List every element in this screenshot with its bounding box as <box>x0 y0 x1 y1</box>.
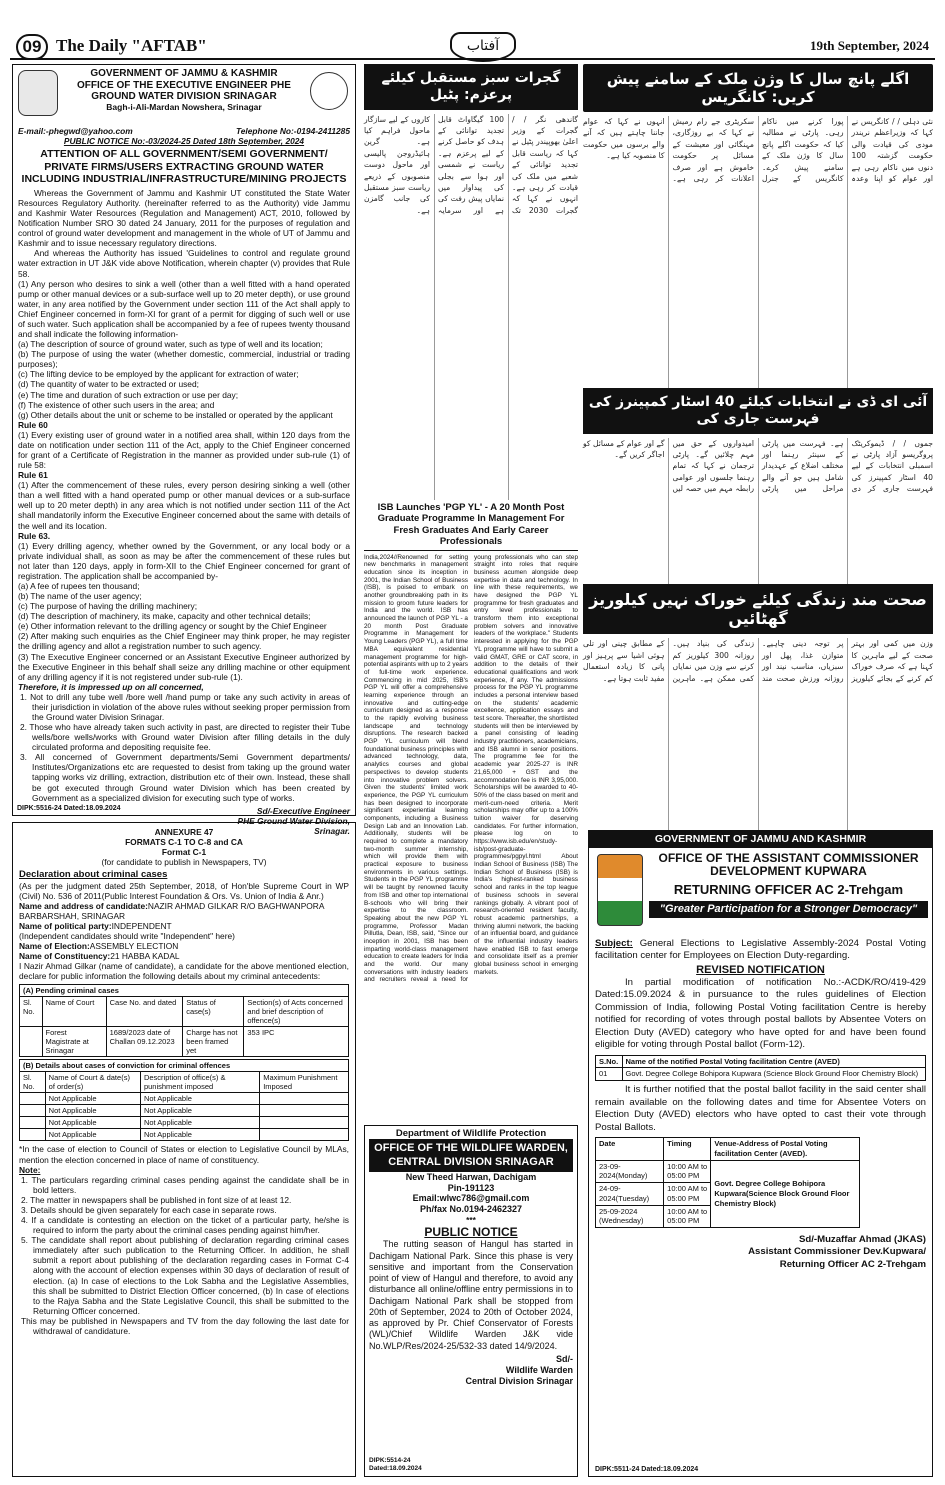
list-item: 1. Not to drill any tube well /bore well /hand pump or take any such activity in areas of their jurisdiction in violation of the above rules without seeking proper permission from the Ground water Division Srinagar. <box>20 691 350 722</box>
table-cell <box>260 1129 349 1141</box>
annex-election-label: Name of Election: <box>19 941 90 952</box>
phe-para-1: Whereas the Government of Jammu and Kashmir UT constituted the State Water Resources Regulatory Authority. (hereinafter referred to as the Authority) vide Jammu and Kashmir Water Resources (Regulation and Management) ACT, 2010, followed by Notification Number SRO 30 dated 24 January, 2011 for the purposes of regulation and control of ground water development and management in the whole of UT of Jammu and Kashmir and to issue necessary regulatory directions. <box>18 187 350 249</box>
table-cell: 10:00 AM to 05:00 PM <box>664 1160 711 1183</box>
wildlife-dipk: DIPK:5514-24 Dated:18.09.2024 <box>369 1457 422 1473</box>
urdu-body-gujarat: گاندھی نگر / / گجرات کے وزیر اعلیٰ بھوپیندر پٹیل نے کہا کہ ریاست قابل تجدید توانائی کے شعبے میں ملک کی قیادت کر رہی ہے۔ انہوں نے کہا کہ گجرات 2030 تک 100 گیگاواٹ قابل تجدید توانائی کے ہدف کو حاصل کرنے کے لیے پرعزم ہے۔ ریاست نے شمسی اور ہوا سے بجلی کی پیداوار میں نمایاں پیش رفت کی ہے اور سرمایہ کاروں کے لیے سازگار ماحول فراہم کیا ہے۔ گرین ہائیڈروجن پالیسی اور ماحول دوست منصوبوں کے ذریعے ریاست سبز مستقبل کی جانب گامزن ہے۔ <box>364 114 578 215</box>
table-cell <box>20 1105 46 1117</box>
list-item: (2) After making such enquiries as the Chief Engineer may think proper, he may register the drilling agency and allot a registration number to such agency. <box>18 631 350 652</box>
masthead-logo: آفتاب <box>450 32 516 62</box>
list-item: (c) The purpose of having the drilling machinery; <box>18 601 198 612</box>
table-cell: 10:00 AM to 05:00 PM <box>664 1183 711 1206</box>
annex-judgment: (As per the judgment dated 25th September, 2018, of Hon'ble Supreme Court in WP (Civil) No. 536 of 2011(Public Interest Foundation & Ors. Vs. Union of India & Anr.) <box>19 880 349 901</box>
acd-centre-table-header <box>596 1055 926 1068</box>
annex-notes-list <box>19 1175 349 1336</box>
table-cell: Venue-Address of Postal Voting facilitation Center (AVED). <box>711 1138 859 1161</box>
wildlife-email[interactable]: Email:wlwc786@gmail.com <box>412 1193 530 1204</box>
annex-table-a-header <box>20 997 349 1027</box>
table-cell: Maximum Punishment Imposed <box>260 1072 349 1093</box>
annex-election <box>19 941 349 951</box>
phe-impressed: Therefore, it is impressed up on all concerned, <box>18 681 204 692</box>
table-cell: Status of case(s) <box>183 997 244 1027</box>
list-item: (g) Other details about the unit or scheme to be installed or operated by the applicant <box>18 409 333 420</box>
wildlife-signature <box>369 1354 573 1386</box>
phe-email[interactable]: E-mail:-phegwd@yahoo.com <box>18 126 133 136</box>
acd-schedule-table-header <box>596 1138 860 1161</box>
list-item: (a) A fee of rupees ten thousand; <box>18 580 140 591</box>
urdu-article-health <box>583 584 933 824</box>
annex-table-a <box>19 984 349 1057</box>
phe-dipk: DIPK:5516-24 Dated:18.09.2024 <box>17 804 121 812</box>
list-item: 3. Details should be given separately for each case in separate rows. <box>21 1204 277 1215</box>
list-item: (3) The Executive Engineer concerned or an Assistant Executive Engineer authorized by the Executive Engineer in this behalf shall seize any drilling machine or other equipment of any drilling agency if it is not registered under sub-rule (1). <box>18 651 350 682</box>
election-logo-icon <box>597 854 643 926</box>
phe-gov: GOVERNMENT OF JAMMU & KASHMIR <box>90 68 278 79</box>
table-cell: Not Applicable <box>140 1129 259 1141</box>
annex-table-b-body <box>20 1093 349 1141</box>
table-cell: Name of the notified Postal Voting facilitation Centre (AVED) <box>622 1055 926 1068</box>
isb-article <box>364 500 578 1120</box>
phe-notice-no: PUBLIC NOTICE No:-03/2024-25 Dated 18th September, 2024 <box>63 136 305 147</box>
phe-sig-line-2: PHE Ground Water Division, <box>237 815 350 826</box>
table-row <box>596 1160 860 1183</box>
list-item: 5. The candidate shall report about publishing of declaration regarding criminal cases immediately after such publication to the Returning Officer. In addition, he shall submit a report about publishing of the declaration regarding cases in Format C-4 along with the account of election expenses within 30 days of declaration of result of election. (a) In case of elections to the Lok Sabha and the Legislative Assemblies, this shall be submitted to District Election Officer concerned, (b) In case of elections to the Rajya Sabha and the State Legislative Council, this shall be submitted to the Returning Officer concerned. <box>21 1235 349 1316</box>
phe-rule-63-heading: Rule 63. <box>18 530 51 541</box>
table-cell: Govt. Degree College Bohipora Kupwara (Science Block Ground Floor Chemistry Block) <box>622 1068 926 1081</box>
urdu-article-campaigners <box>583 388 933 580</box>
urdu-headline-congress: اگلے پانچ سال کا وژن ملک کے سامنے پیش کریں: کانگریس <box>583 64 933 112</box>
list-item: (d) The description of machinery, its make, capacity and other technical details; <box>18 611 311 622</box>
phe-rule-61-heading: Rule 61 <box>18 470 48 481</box>
annex-candidate-name <box>19 901 349 921</box>
table-cell: 1689/2023 date of Challan 09.12.2023 <box>106 1027 183 1057</box>
list-item: (a) The description of source of ground water, such as type of well and its location; <box>18 339 323 350</box>
annex-name-label: Name and address of candidate: <box>19 900 148 911</box>
phe-office: OFFICE OF THE EXECUTIVE ENGINEER PHE GROUND WATER DIVISION SRINAGAR <box>77 79 291 102</box>
table-row <box>20 1117 349 1129</box>
table-cell: Case No. and dated <box>106 997 183 1027</box>
newspaper-name: The Daily "AFTAB" <box>56 36 207 55</box>
table-cell: S.No. <box>596 1055 623 1068</box>
acd-subject-text: General Elections to Legislative Assembly-2024 Postal Voting facilitation center for Employees on Election Duty-regarding. <box>595 937 926 962</box>
annex-title-2: FORMATS C-1 TO C-8 and CA <box>125 837 243 848</box>
table-row <box>20 1129 349 1141</box>
wildlife-sig-line-2: Wildlife Warden <box>505 1364 573 1375</box>
urdu-body-campaigners: جموں / / ڈیموکریٹک پروگریسو آزاد پارٹی نے اسمبلی انتخابات کے لیے 40 اسٹار کمپینرز کی فہرست جاری کر دی ہے۔ فہرست میں پارٹی کے سینئر رہنما اور مختلف اضلاع کے عہدیدار شامل ہیں جو آنے والے مراحل میں پارٹی امیدواروں کے حق میں مہم چلائیں گے۔ پارٹی ترجمان نے کہا کہ تمام رہنما جلسوں اور عوامی رابطہ مہم میں حصہ لیں گے اور عوام کے مسائل کو اجاگر کریں گے۔ <box>583 438 933 494</box>
phe-rule-63-list <box>18 581 350 682</box>
list-item: 2. The matter in newspapers shall be published in font size of at least 12. <box>21 1194 292 1205</box>
annex-note-heading: Note: <box>19 1164 41 1175</box>
table-cell: Not Applicable <box>140 1105 259 1117</box>
acd-sig-line-1: Sd/-Muzaffar Ahmad (JKAS) <box>798 1234 926 1246</box>
annex-name-value: NAZIR AHMAD GILKAR R/O BAGHWANPORA BARBARSHAH, SRINAGAR <box>19 900 324 921</box>
annex-title-1: ANNEXURE 47 <box>154 827 214 837</box>
annex-title-3: Format C-1 <box>161 847 207 858</box>
table-cell: Not Applicable <box>45 1117 140 1129</box>
table-cell: Timing <box>664 1138 711 1161</box>
table-cell: Description of office(s) & punishment imposed <box>140 1072 259 1093</box>
acd-revised: REVISED NOTIFICATION <box>696 963 825 976</box>
list-item: 2. Those who have already taken such activity in past, are directed to register their Tube wells/bore wells/works with Ground water Division after filling details in the duly circulated proforma and depositing requisite fee. <box>20 722 350 753</box>
wildlife-addr: New Theed Harwan, Dachigam <box>405 1171 537 1182</box>
acd-sig-line-2: Assistant Commissioner Dev.Kupwara/ <box>748 1246 926 1258</box>
jk-emblem-icon <box>18 70 58 116</box>
annex-party-value: INDEPENDENT <box>111 921 172 932</box>
wildlife-pin: Pin-191123 <box>447 1182 495 1193</box>
phe-sig-line-1: Sd/-Executive Engineer <box>256 805 350 816</box>
phe-contact <box>18 126 350 136</box>
table-cell: Sl. No. <box>20 1072 46 1093</box>
phe-title: ATTENTION OF ALL GOVERNMENT/SEMI GOVERNMENT/ PRIVATE FIRMS/USERS EXTRACTING GROUND WATER INCLUDING INDUSTRIAL/INFRASTRUCTURE/MINING PROJECTS <box>21 148 347 186</box>
table-row <box>20 1093 349 1105</box>
issue-date: 19th September, 2024 <box>809 38 929 53</box>
table-cell: Not Applicable <box>45 1105 140 1117</box>
annex-statement: I Nazir Ahmad Gilkar (name of candidate), a candidate for the above mentioned election, declare for public information the following details about my criminal antecedents: <box>19 961 349 982</box>
list-item: (e) The time and duration of such extraction or use per day; <box>18 389 239 400</box>
table-cell: 24-09-2024(Tuesday) <box>596 1183 664 1206</box>
urdu-headline-health: صحت مند زندگی کیلئے خوراک نہیں کیلوریز گھٹائیں <box>583 584 933 634</box>
annex-declaration: Declaration about criminal cases <box>19 869 168 881</box>
masthead <box>10 30 935 60</box>
urdu-headline-campaigners: آئی ای ڈی نے انتخابات کیلئے 40 اسٹار کمپینرز کی فہرست جاری کی <box>583 388 933 434</box>
annex-table-b-title: (B) Details about cases of conviction for criminal offences <box>20 1060 349 1072</box>
acd-ro: RETURNING OFFICER AC 2-Trehgam <box>673 882 904 898</box>
urdu-article-gujarat <box>364 64 578 494</box>
list-item: This may be published in Newspapers and TV from the day following the last date for withdrawal of candidature. <box>21 1315 349 1336</box>
table-cell: 23-09-2024(Monday) <box>596 1160 664 1183</box>
table-cell: 01 <box>596 1068 623 1081</box>
table-cell: Not Applicable <box>45 1093 140 1105</box>
table-cell <box>260 1117 349 1129</box>
table-cell: 25-09-2024 (Wednesday) <box>596 1205 664 1228</box>
table-cell: Section(s) of Acts concerned and brief description of offence(s) <box>244 997 349 1027</box>
isb-headline: ISB Launches 'PGP YL' - A 20 Month Post Graduate Programme In Management For Fresh Graduates And Early Career Professionals <box>364 500 578 551</box>
acd-centre-table <box>595 1055 926 1082</box>
list-item: 1. The particulars regarding criminal cases pending against the candidate shall be in bold letters. <box>21 1174 349 1195</box>
phe-header <box>18 68 350 126</box>
venue-cell: Govt. Degree College Bohipora Kupwara(Science Block Ground Floor Chemistry Block) <box>711 1160 859 1228</box>
acd-para-1: In partial modification of notification No.:-ACDK/RO/419-429 Dated:15.09.2024 & in pursuance to the rules guidelines of Election Commission of India, following Postal Voting facilitation Centre is hereby notified for recording of votes through postal ballots by Absentee Voters on Election Duty (AVED) category who have opted for and have been found eligible for voting through Postal ballot (Form-12). <box>595 976 926 1051</box>
jal-jeevan-logo-icon <box>310 72 348 110</box>
acd-gov: GOVERNMENT OF JAMMU AND KASHMIR <box>589 831 932 848</box>
list-item: (e) Other information relevant to the drilling agency or sought by the Chief Engineer <box>18 621 327 632</box>
table-cell: Sl. No. <box>20 997 43 1027</box>
urdu-body-health: وزن میں کمی اور بہتر صحت کے لیے ماہرین کا کہنا ہے کہ صرف خوراک کم کرنے کے بجائے کیلوریز پر توجہ دینی چاہیے۔ متوازن غذا، پھل اور سبزیاں، مناسب نیند اور روزانہ ورزش صحت مند زندگی کی بنیاد ہیں۔ روزانہ 300 کیلوریز کم کرنے سے وزن میں نمایاں کمی ممکن ہے۔ ماہرین کے مطابق چینی اور تلی ہوئی اشیا سے پرہیز اور پانی کا زیادہ استعمال مفید ثابت ہوتا ہے۔ <box>583 639 933 683</box>
table-cell: Not Applicable <box>140 1093 259 1105</box>
urdu-headline-gujarat: گجرات سبز مستقبل کیلئے پرعزم: پٹیل <box>364 64 578 110</box>
phe-rule-60-heading: Rule 60 <box>18 419 48 430</box>
wildlife-title: PUBLIC NOTICE <box>424 1225 518 1240</box>
table-cell: Name of Court <box>42 997 106 1027</box>
phe-phone: Telephone No:-0194-2411285 <box>235 126 350 136</box>
annex-party-note: (Independent candidates should write "Independent" here) <box>19 931 235 942</box>
table-cell <box>20 1027 43 1057</box>
phe-points-list <box>18 692 350 803</box>
acd-header <box>589 848 932 936</box>
acd-schedule-table-body <box>596 1160 860 1228</box>
list-item: (b) The name of the user agency; <box>18 591 142 602</box>
wildlife-dept: Department of Wildlife Protection <box>395 1128 547 1139</box>
wildlife-body: The rutting season of Hangul has started in Dachigam National Park. Since this phase is very sensitive and important from the Conservation point of view of Hangul and therefore, to avoid any disturbance all online/offline entry permissions in to Dachigam National Park shall be stopped from 20th of September, 2024 to 20th of October 2024, as approved by Pr. Chief Conservator of Forests (WL)/Chief Wildlife Warden J&K vide No.WLP/Res/2024-25/532-33 dated 14/9/2024. <box>369 1239 573 1351</box>
isb-body: India,2024//Renowned for setting new benchmarks in management education since its inception in 2001, the Indian School of Business (ISB), is poised to embark on another groundbreaking path in its mission to groom future leaders for India and the world. ISB has announced the launch of PGP YL - a 20 month Post Graduate Programme in Management for Young Leaders (PGP YL), a full time MBA equivalent residential management programme for high-potential aspirants with up to 2 years of full-time work experience. Commencing in mid 2025, ISB's PGP YL will offer a comprehensive learning experience through an innovative and cutting-edge curriculum designed as a response to the rapidly evolving business landscape and technology disruptions. The research backed PGP YL curriculum will blend foundational business principles with advanced technology, data, analytics courses and global perspectives to develop students into innovative problem solvers. Given the students' limited work experience, the PGP YL curriculum has been designed to incorporate significant experiential learning components, including a Business Design Lab and an Innovation Lab. Additionally, students will be required to complete a mandatory two-month summer internship, which will provide them with practical exposure to business environments in various settings. Students in the PGP YL programme will be taught by renowned faculty from ISB and other top international B-schools who will bring their expertise to the classroom. Speaking about the new PGP YL programme, Professor Madan Pillutla, Dean, ISB, said, "Since our inception in 2001, ISB has been imparting world-class management education to create leaders for India and the world. Our many conversations with industry leaders and recruiters reveal a need for young professionals who can step straight into roles that require business acumen alongside deep expertise in data and technology. In line with these requirements, we have designed the PGP YL programme for fresh graduates and entry level professionals to transform them into exceptional problem solvers and innovative leaders of the workplace." Students interested in applying for the PGP YL programme will have to submit a valid GMAT, GRE or CAT score, in addition to the details of their educational qualifications and work experience, if any. The admissions process for the PGP YL programme includes a personal interview based on the students' academic excellence, application essays and test score. Thereafter, the shortlisted students will then be interviewed by a panel consisting of leading industry practitioners, academicians, and ISB alumni in senior positions. The programme fee for the academic year 2025-27 is INR 21,65,000 + GST and the accommodation fee is INR 3,95,000. Scholarships will be awarded to 40-50% of the class based on merit and merit-cum-need criteria. Merit scholarships may offer up to a 100% tuition waiver for deserving candidates. For further information, please log on to https://www.isb.edu/en/study-isb/post-graduate-programmes/pgpyl.html About Indian School of Business (ISB) The Indian School of Business (ISB) is India's highest-ranked business school and ranks in the top league of business schools in several rankings globally. A vibrant pool of research-oriented resident faculty, robust academic partnerships, a thriving alumni network, the backing of an influential board, and guidance of the influential industry leaders have enabled ISB to fast emerge and consolidate itself as a premier global business school in emerging markets. <box>364 553 578 984</box>
table-cell: Not Applicable <box>45 1129 140 1141</box>
annex-table-a-title: (A) Pending criminal cases <box>20 985 349 997</box>
table-cell <box>20 1117 46 1129</box>
annex-table-b <box>19 1059 349 1141</box>
list-item: (d) The quantity of water to be extracted or used; <box>18 379 199 390</box>
annex-constituency-value: 21 HABBA KADAL <box>110 951 180 962</box>
annex-party <box>19 921 349 931</box>
annex-title-4: (for candidate to publish in Newspapers, TV) <box>101 857 267 868</box>
annex-note-pre: *In the case of election to Council of States or election to Legislative Council by MLAs, mention the election concerned in place of name of constituency. <box>19 1144 349 1165</box>
annexure-notice <box>12 822 356 1477</box>
list-item: (b) The purpose of using the water (whether domestic, commercial, industrial or trading purposes); <box>18 349 350 370</box>
acd-slogan: "Greater Participation for a Stronger Democracy" <box>649 901 928 918</box>
acd-para-2: It is further notified that the postal ballot facility in the said center shall remain available on the following dates and time for Absentee Voters on Election Duty (AVED) electors who have opted to cast their vote through Postal Ballots. <box>595 1084 926 1133</box>
wildlife-sig-line-3: Central Division Srinagar <box>465 1375 573 1386</box>
annex-party-label: Name of political party: <box>19 921 112 932</box>
acd-notice <box>588 830 933 1477</box>
table-cell <box>260 1093 349 1105</box>
table-cell: Not Applicable <box>140 1117 259 1129</box>
acd-office: OFFICE OF THE ASSISTANT COMMISSIONER DEVELOPMENT KUPWARA <box>658 850 919 879</box>
annex-table-b-header <box>20 1072 349 1093</box>
list-item: (f) The existence of other such users in the area; and <box>18 399 215 410</box>
acd-subject-label: Subject: <box>595 937 633 949</box>
wildlife-office: OFFICE OF THE WILDLIFE WARDEN, CENTRAL DIVISION SRINAGAR <box>369 1139 573 1171</box>
acd-subject <box>595 938 926 963</box>
table-row <box>20 1105 349 1117</box>
list-item: 4. If a candidate is contesting an election on the ticket of a particular party, he/she is required to inform the party about the criminal cases pending against him/her. <box>21 1215 349 1236</box>
wildlife-notice <box>364 1125 578 1477</box>
table-cell: 10:00 AM to 05:00 PM <box>664 1205 711 1228</box>
table-cell: Date <box>596 1138 664 1161</box>
list-item: 3. All concerned of Government departments/Semi Government departments/ Institutes/Organizations etc are requested to desist from taking up the ground water tapping works viz drilling, extraction, distribution etc of their own. Instead, these shall be got executed through Ground water Division which has been created by Government as a specialized division for executing such type of works. <box>20 752 350 803</box>
table-cell <box>20 1093 46 1105</box>
annex-election-value: ASSEMBLY ELECTION <box>89 941 179 952</box>
phe-para-2: And whereas the Authority has issued 'Guidelines to control and regulate ground water extraction in UT J&K vide above Notification, wherein chapter (v) provides that Rule 58. <box>18 248 350 279</box>
table-cell: Charge has not been framed yet <box>183 1027 244 1057</box>
phe-sig-line-3: Srinagar. <box>314 825 350 836</box>
phe-rule-61: (1) After the commencement of these rules, every person desiring sinking a well (other than a well fitted with a hand operated pump or other manual devices or a sub-surface well up to 20 meter depth) in any area which is not notified under section 111 of the Act shall mandatorily inform the Executive Engineer concerned about the same with details of the well and its location. <box>18 480 350 531</box>
acd-schedule-table <box>595 1137 860 1228</box>
table-cell <box>20 1129 46 1141</box>
acd-dipk: DIPK:5511-24 Dated:18.09.2024 <box>595 1465 699 1473</box>
table-row <box>20 1027 349 1057</box>
urdu-body-congress: نئی دہلی / / کانگریس نے کہا کہ وزیراعظم نریندر مودی کی قیادت والی حکومت گزشتہ 100 دنوں میں ناکام رہی ہے اور عوام کو اپنا وعدہ پورا کرنے میں ناکام رہی۔ پارٹی نے مطالبہ کیا کہ حکومت اگلے پانچ سال کا وژن ملک کے سامنے پیش کرے۔ کانگریس کے جنرل سکریٹری جے رام رمیش نے کہا کہ بے روزگاری، مہنگائی اور معیشت کے مسائل پر حکومت خاموش ہے اور صرف اعلانات کر رہی ہے۔ انہوں نے کہا کہ عوام جاننا چاہتے ہیں کہ آنے والے برسوں میں حکومت کا منصوبہ کیا ہے۔ <box>583 117 933 183</box>
table-cell: Forest Magistrate at Srinagar <box>42 1027 106 1057</box>
phe-rule-58: (1) Any person who desires to sink a well (other than a well fitted with a hand operated pump or other manual devices or a sub-surface well up to 20 meter depth), or use ground water, in any area notified by the Government under section 111 of the Act shall apply to Chief Engineer concerned in form-XI for grant of a permit for digging of such well or use of such water. Such application shall be accompanied by a fee of rupees twenty thousand and shall indicate the following information- <box>18 278 350 340</box>
annex-constituency-label: Name of Constituency: <box>19 951 111 962</box>
table-cell: Name of Court & date(s) of order(s) <box>45 1072 140 1093</box>
wildlife-stars: *** <box>466 1214 476 1225</box>
list-item: (c) The lifting device to be employed by the applicant for extraction of water; <box>18 369 299 380</box>
wildlife-sig-line-1: Sd/- <box>556 1353 573 1364</box>
acd-sig-line-3: Returning Officer AC 2-Trehgam <box>779 1258 926 1270</box>
urdu-article-congress <box>583 64 933 384</box>
wildlife-fax: Ph/fax No.0194-2462327 <box>419 1204 523 1215</box>
annex-constituency <box>19 951 349 961</box>
table-cell: 353 IPC <box>244 1027 349 1057</box>
phe-rule-60: (1) Every existing user of ground water in a notified area shall, within 120 days from the date on notification under section 111 of the Act, apply to the Chief Engineer concerned for grant of a Certificate of Registration in the manner as provided under sub-rule (1) of rule 58: <box>18 429 350 471</box>
acd-signature <box>595 1234 926 1271</box>
table-row <box>596 1068 926 1081</box>
phe-address: Bagh-i-Ali-Mardan Nowshera, Srinagar <box>106 101 262 112</box>
page-number: 09 <box>16 34 48 60</box>
phe-rule-63: (1) Every drilling agency, whether owned by the Government, or any local body or a private individual shall, as soon as may be after the commencement of these rules but not later than 120 days, apply in form-XII to the Chief Engineer concerned for grant of registration. The application shall be accompanied by- <box>18 540 350 581</box>
phe-rule-58-list <box>18 339 350 420</box>
table-cell <box>260 1105 349 1117</box>
